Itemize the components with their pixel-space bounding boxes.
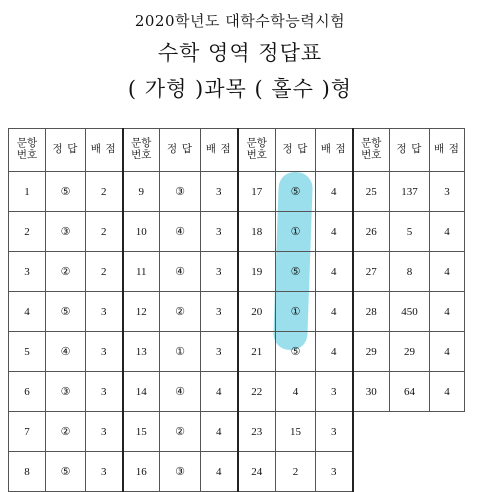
answer-cell: ④ bbox=[160, 252, 201, 292]
question-number-cell: 18 bbox=[238, 212, 276, 252]
answer-cell: ① bbox=[276, 292, 316, 332]
subject-type-subtitle: ( 가형 )과목 ( 홀수 )형 bbox=[127, 77, 353, 101]
answer-cell: ⑤ bbox=[276, 332, 316, 372]
answer-cell: ③ bbox=[160, 452, 201, 492]
points-cell: 4 bbox=[430, 212, 465, 252]
points-cell: 4 bbox=[316, 172, 353, 212]
header-points: 배 점 bbox=[86, 129, 123, 172]
answer-cell: ④ bbox=[46, 332, 86, 372]
points-cell: 3 bbox=[86, 372, 123, 412]
points-cell: 3 bbox=[86, 412, 123, 452]
question-number-cell: 22 bbox=[238, 372, 276, 412]
question-number-cell: 6 bbox=[9, 372, 46, 412]
answer-cell: 64 bbox=[390, 372, 430, 412]
header-question-number: 문항 번호 bbox=[238, 129, 276, 172]
question-number-cell: 30 bbox=[353, 372, 390, 412]
answer-cell: ⑤ bbox=[46, 452, 86, 492]
answer-cell: ④ bbox=[160, 212, 201, 252]
table-row bbox=[9, 372, 465, 412]
points-cell: 4 bbox=[430, 292, 465, 332]
empty-cell bbox=[353, 452, 390, 492]
answer-cell: 137 bbox=[390, 172, 430, 212]
question-number-cell: 20 bbox=[238, 292, 276, 332]
answer-cell: ② bbox=[160, 412, 201, 452]
points-cell: 3 bbox=[86, 332, 123, 372]
question-number-cell: 13 bbox=[123, 332, 160, 372]
answer-cell: ③ bbox=[160, 172, 201, 212]
question-number-cell: 8 bbox=[9, 452, 46, 492]
empty-cell bbox=[430, 452, 465, 492]
table-header-row bbox=[9, 129, 465, 172]
table-row bbox=[9, 252, 465, 292]
question-number-cell: 7 bbox=[9, 412, 46, 452]
answer-cell: ③ bbox=[46, 212, 86, 252]
answer-cell: 29 bbox=[390, 332, 430, 372]
question-number-cell: 15 bbox=[123, 412, 160, 452]
answer-cell: ① bbox=[160, 332, 201, 372]
question-number-cell: 21 bbox=[238, 332, 276, 372]
points-cell: 2 bbox=[86, 252, 123, 292]
answer-cell: 2 bbox=[276, 452, 316, 492]
answer-cell: ① bbox=[276, 212, 316, 252]
question-number-cell: 23 bbox=[238, 412, 276, 452]
points-cell: 3 bbox=[201, 292, 238, 332]
header-points: 배 점 bbox=[430, 129, 465, 172]
answer-cell: 8 bbox=[390, 252, 430, 292]
answer-cell: 15 bbox=[276, 412, 316, 452]
header-answer: 정 답 bbox=[46, 129, 86, 172]
empty-cell bbox=[430, 412, 465, 452]
answer-cell: ② bbox=[46, 252, 86, 292]
question-number-cell: 25 bbox=[353, 172, 390, 212]
answer-cell: ⑤ bbox=[46, 172, 86, 212]
points-cell: 2 bbox=[86, 172, 123, 212]
answer-cell: ④ bbox=[160, 372, 201, 412]
points-cell: 3 bbox=[201, 252, 238, 292]
points-cell: 2 bbox=[86, 212, 123, 252]
question-number-cell: 28 bbox=[353, 292, 390, 332]
empty-cell bbox=[353, 412, 390, 452]
table-row bbox=[9, 292, 465, 332]
question-number-cell: 9 bbox=[123, 172, 160, 212]
question-number-cell: 3 bbox=[9, 252, 46, 292]
points-cell: 3 bbox=[201, 332, 238, 372]
table-row bbox=[9, 172, 465, 212]
question-number-cell: 12 bbox=[123, 292, 160, 332]
points-cell: 3 bbox=[316, 372, 353, 412]
answer-cell: ⑤ bbox=[276, 252, 316, 292]
answer-cell: 4 bbox=[276, 372, 316, 412]
question-number-cell: 26 bbox=[353, 212, 390, 252]
points-cell: 4 bbox=[316, 332, 353, 372]
points-cell: 4 bbox=[430, 332, 465, 372]
table-row bbox=[9, 452, 465, 492]
points-cell: 3 bbox=[430, 172, 465, 212]
header-points: 배 점 bbox=[201, 129, 238, 172]
points-cell: 4 bbox=[316, 252, 353, 292]
header-answer: 정 답 bbox=[390, 129, 430, 172]
points-cell: 3 bbox=[201, 212, 238, 252]
answer-cell: 450 bbox=[390, 292, 430, 332]
table-row bbox=[9, 212, 465, 252]
header-points: 배 점 bbox=[316, 129, 353, 172]
answer-cell: ② bbox=[46, 412, 86, 452]
question-number-cell: 29 bbox=[353, 332, 390, 372]
points-cell: 4 bbox=[201, 412, 238, 452]
question-number-cell: 10 bbox=[123, 212, 160, 252]
exam-year-title: 2020학년도 대학수학능력시험 bbox=[134, 12, 346, 30]
header-answer: 정 답 bbox=[160, 129, 201, 172]
header-question-number: 문항 번호 bbox=[123, 129, 160, 172]
answer-cell: ③ bbox=[46, 372, 86, 412]
answer-cell: ② bbox=[160, 292, 201, 332]
question-number-cell: 14 bbox=[123, 372, 160, 412]
table-row bbox=[9, 412, 465, 452]
answer-cell: 5 bbox=[390, 212, 430, 252]
question-number-cell: 16 bbox=[123, 452, 160, 492]
points-cell: 3 bbox=[86, 452, 123, 492]
answer-cell: ⑤ bbox=[276, 172, 316, 212]
points-cell: 3 bbox=[86, 292, 123, 332]
question-number-cell: 1 bbox=[9, 172, 46, 212]
question-number-cell: 11 bbox=[123, 252, 160, 292]
table-row bbox=[9, 332, 465, 372]
page-title: 수학 영역 정답표 bbox=[157, 41, 323, 65]
header-question-number: 문항 번호 bbox=[9, 129, 46, 172]
points-cell: 4 bbox=[201, 372, 238, 412]
answer-cell: ⑤ bbox=[46, 292, 86, 332]
points-cell: 3 bbox=[201, 172, 238, 212]
points-cell: 3 bbox=[316, 452, 353, 492]
header-question-number: 문항 번호 bbox=[353, 129, 390, 172]
points-cell: 4 bbox=[430, 252, 465, 292]
points-cell: 4 bbox=[316, 212, 353, 252]
question-number-cell: 17 bbox=[238, 172, 276, 212]
empty-cell bbox=[390, 452, 430, 492]
answer-key-table bbox=[8, 128, 465, 492]
question-number-cell: 2 bbox=[9, 212, 46, 252]
question-number-cell: 27 bbox=[353, 252, 390, 292]
points-cell: 3 bbox=[316, 412, 353, 452]
points-cell: 4 bbox=[201, 452, 238, 492]
empty-cell bbox=[390, 412, 430, 452]
header-answer: 정 답 bbox=[276, 129, 316, 172]
points-cell: 4 bbox=[316, 292, 353, 332]
points-cell: 4 bbox=[430, 372, 465, 412]
question-number-cell: 19 bbox=[238, 252, 276, 292]
question-number-cell: 5 bbox=[9, 332, 46, 372]
question-number-cell: 24 bbox=[238, 452, 276, 492]
question-number-cell: 4 bbox=[9, 292, 46, 332]
